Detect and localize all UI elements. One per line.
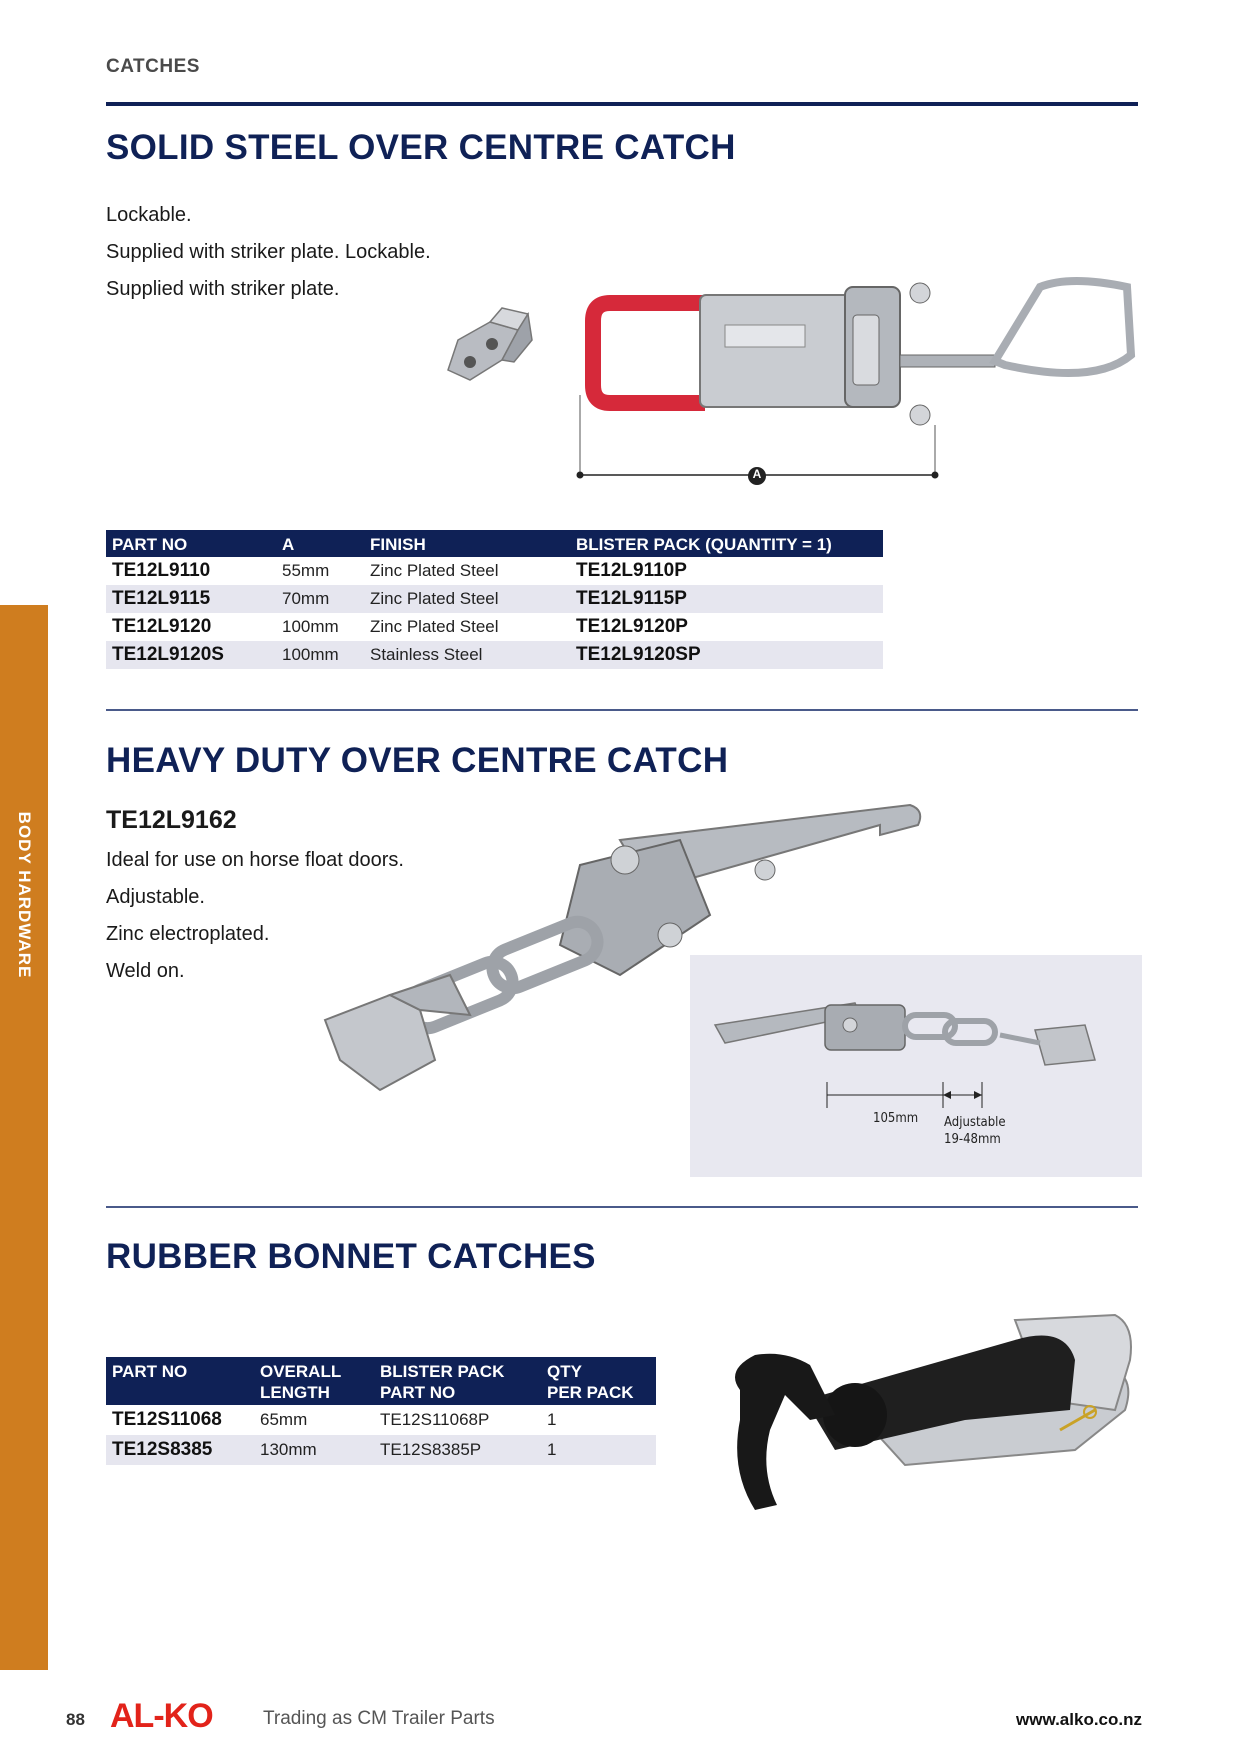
section-divider	[106, 709, 1138, 711]
section2-line-3: Zinc electroplated.	[106, 923, 270, 945]
section1-title: SOLID STEEL OVER CENTRE CATCH	[106, 128, 736, 167]
col-blister-pack: BLISTER PACK (QUANTITY = 1)	[570, 530, 883, 557]
section2-line-2: Adjustable.	[106, 886, 205, 908]
section1-line-1: Lockable.	[106, 204, 192, 226]
svg-text:AL-KO: AL-KO	[110, 1697, 213, 1733]
section-label: CATCHES	[106, 56, 200, 77]
col-part-no: PART NO	[106, 1357, 254, 1405]
dimension-adjustable-range: 19-48mm	[944, 1132, 1001, 1147]
overall-length: 65mm	[260, 1410, 308, 1429]
col-finish: FINISH	[364, 530, 570, 557]
section1-line-3: Supplied with striker plate.	[106, 278, 340, 300]
col-blister-pack-part-no: BLISTER PACK PART NO	[374, 1357, 541, 1405]
dimension-105mm: 105mm	[873, 1111, 919, 1126]
heavy-duty-catch-dimension-image	[705, 985, 1125, 1095]
section-divider	[106, 1206, 1138, 1208]
col-a: A	[276, 530, 364, 557]
table-row	[106, 1405, 656, 1435]
qty-per-pack: 1	[547, 1410, 557, 1429]
table-row	[106, 1435, 656, 1465]
rubber-bonnet-catch-image	[715, 1300, 1145, 1520]
over-centre-catch-image	[575, 275, 1145, 495]
blister-pack-part-no: TE12S8385P	[374, 1435, 541, 1465]
dimension-a: 100mm	[276, 641, 364, 669]
table-header-row	[106, 1357, 656, 1405]
striker-plate-image	[440, 300, 535, 400]
blister-pack-part-no: TE12S11068P	[380, 1410, 490, 1429]
section1-line-2: Supplied with striker plate. Lockable.	[106, 241, 431, 263]
section1-description	[106, 197, 431, 308]
qty-per-pack: 1	[541, 1435, 656, 1465]
dimension-adjustable-label: Adjustable	[944, 1115, 1006, 1130]
section2-part-number: TE12L9162	[106, 806, 237, 834]
blister-pack: TE12L9120P	[576, 616, 688, 637]
blister-pack: TE12L9120SP	[570, 641, 883, 669]
table-row	[106, 585, 883, 613]
table-row	[106, 557, 883, 585]
finish: Zinc Plated Steel	[370, 617, 499, 636]
dimension-a-label: A	[752, 467, 762, 481]
part-no: TE12L9120	[112, 616, 212, 637]
blister-pack: TE12L9115P	[570, 585, 883, 613]
part-no: TE12L9110	[112, 560, 211, 581]
dimension-adjustable	[944, 1114, 1006, 1148]
part-no: TE12L9120S	[106, 641, 276, 669]
section1-table	[106, 530, 883, 669]
col-overall-length: OVERALL LENGTH	[254, 1357, 374, 1405]
dimension-a: 70mm	[276, 585, 364, 613]
sidebar-label: BODY HARDWARE	[15, 811, 34, 979]
dimension-a: 55mm	[282, 561, 330, 580]
blister-pack: TE12L9110P	[576, 560, 687, 581]
section2-line-4: Weld on.	[106, 960, 185, 982]
finish: Zinc Plated Steel	[364, 585, 570, 613]
header-divider	[106, 102, 1138, 106]
part-no: TE12L9115	[106, 585, 276, 613]
alko-logo	[108, 1697, 240, 1733]
col-part-no: PART NO	[106, 530, 276, 557]
section3-table	[106, 1357, 656, 1465]
part-no: TE12S11068	[112, 1409, 222, 1430]
overall-length: 130mm	[254, 1435, 374, 1465]
footer-trading-text: Trading as CM Trailer Parts	[263, 1708, 495, 1729]
dimension-a: 100mm	[282, 617, 339, 636]
sidebar-tab	[0, 605, 48, 1670]
col-qty-per-pack: QTY PER PACK	[541, 1357, 656, 1405]
section2-title: HEAVY DUTY OVER CENTRE CATCH	[106, 741, 729, 780]
table-header-row	[106, 530, 883, 557]
footer-website-link[interactable]: www.alko.co.nz	[1016, 1710, 1142, 1729]
finish: Zinc Plated Steel	[370, 561, 499, 580]
section3-title: RUBBER BONNET CATCHES	[106, 1237, 596, 1276]
table-row	[106, 641, 883, 669]
section2-line-1: Ideal for use on horse float doors.	[106, 849, 404, 871]
page-number: 88	[66, 1710, 85, 1729]
part-no: TE12S8385	[106, 1435, 254, 1465]
finish: Stainless Steel	[364, 641, 570, 669]
table-row	[106, 613, 883, 641]
adjustable-dimension-lines	[825, 1080, 1005, 1110]
